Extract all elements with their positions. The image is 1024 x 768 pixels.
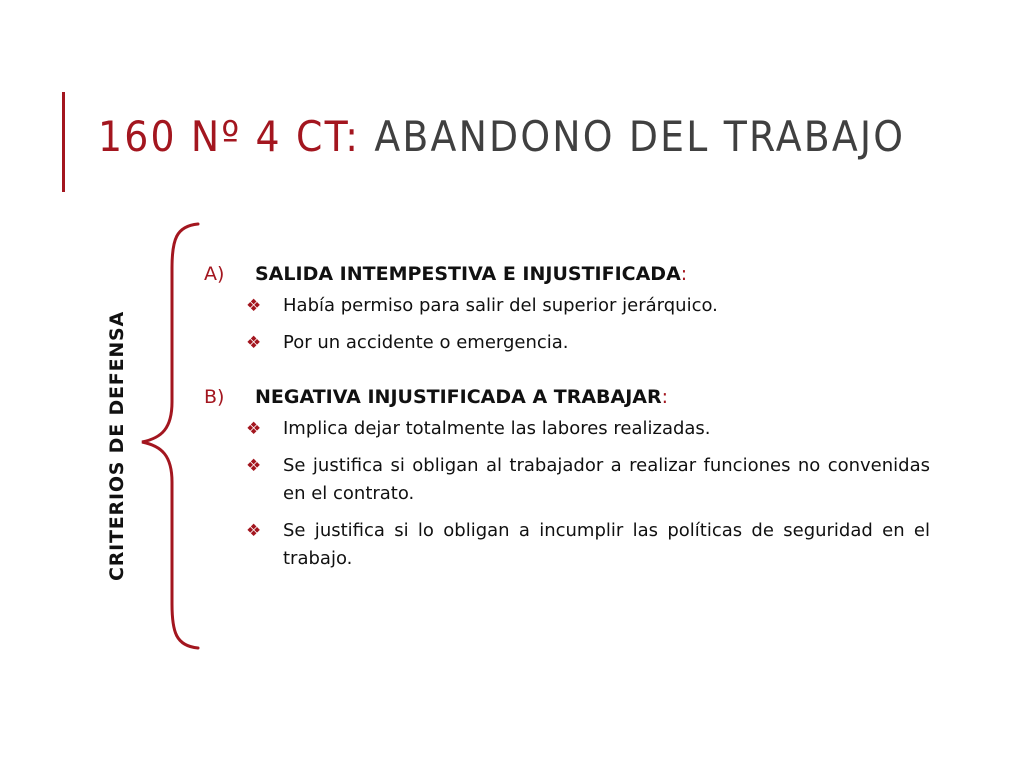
title-article-number: 160 Nº 4 CT: [98, 112, 375, 161]
list-item [200, 517, 930, 573]
slide-title [98, 112, 906, 161]
list-item-text: Se justifica si obligan al trabajador a realizar funciones no convenidas en el contrato. [283, 455, 930, 504]
list-item-text: Se justifica si lo obligan a incumplir las políticas de seguridad en el trabajo. [283, 520, 930, 569]
list-item-text: Por un accidente o emergencia. [283, 332, 569, 353]
diamond-bullet-icon: ❖ [246, 456, 262, 476]
section-a-heading [200, 256, 930, 292]
list-item [200, 292, 930, 320]
section-b [200, 379, 930, 573]
section-a-items [200, 292, 930, 357]
list-item [200, 452, 930, 508]
curly-brace [140, 222, 204, 650]
section-b-letter: B) [204, 386, 225, 408]
section-b-items [200, 415, 930, 573]
diamond-bullet-icon: ❖ [246, 419, 262, 439]
list-item-text: Implica dejar totalmente las labores realizadas. [283, 418, 711, 439]
section-b-colon: : [661, 386, 669, 408]
list-item [200, 415, 930, 443]
section-b-heading-text: NEGATIVA INJUSTIFICADA A TRABAJAR [255, 386, 662, 408]
list-item-text: Había permiso para salir del superior jerárquico. [283, 295, 718, 316]
criteria-content [200, 256, 930, 582]
list-item [200, 329, 930, 357]
diamond-bullet-icon: ❖ [246, 333, 262, 353]
title-topic: ABANDONO DEL TRABAJO [374, 112, 906, 161]
side-label-criterios: CRITERIOS DE DEFENSA [106, 310, 128, 582]
section-a-colon: : [680, 263, 688, 285]
diamond-bullet-icon: ❖ [246, 521, 262, 541]
section-a [200, 256, 930, 357]
diamond-bullet-icon: ❖ [246, 296, 262, 316]
section-a-letter: A) [204, 263, 225, 285]
title-accent-bar [62, 92, 65, 192]
section-b-heading [200, 379, 930, 415]
section-a-heading-text: SALIDA INTEMPESTIVA E INJUSTIFICADA [255, 263, 681, 285]
